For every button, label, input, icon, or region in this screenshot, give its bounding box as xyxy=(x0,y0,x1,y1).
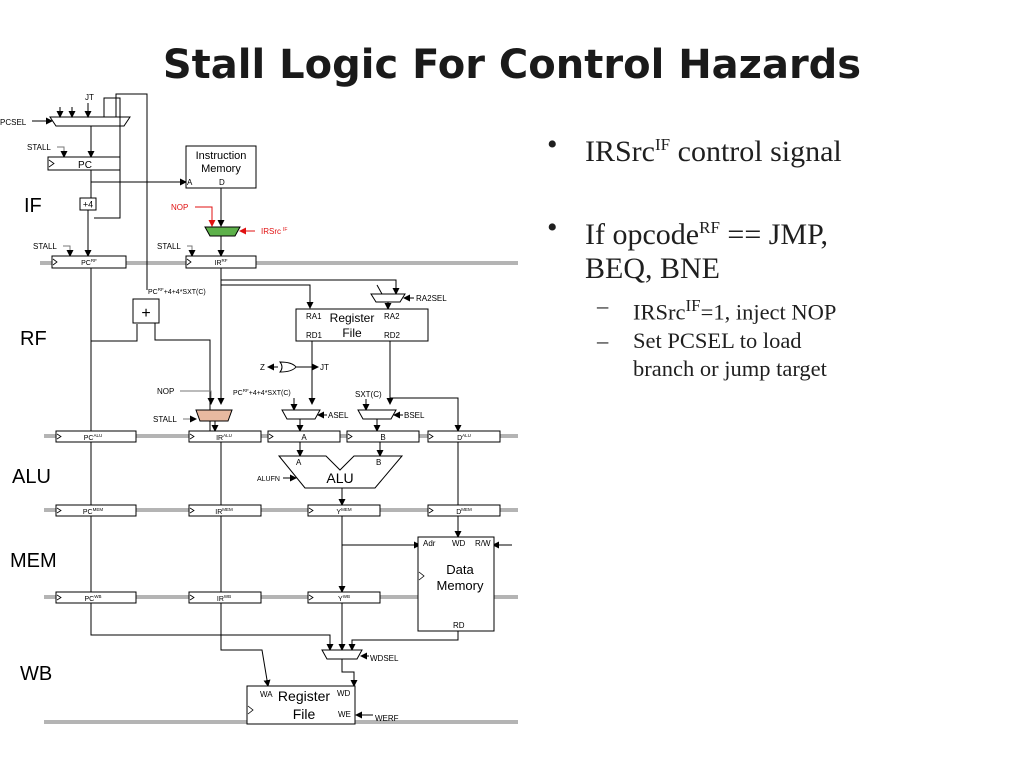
svg-text:File: File xyxy=(292,706,316,722)
svg-text:STALL: STALL xyxy=(33,242,57,251)
svg-text:ALU: ALU xyxy=(326,470,354,486)
svg-text:ALUFN: ALUFN xyxy=(257,476,280,483)
d-mem-register xyxy=(428,505,500,516)
svg-text:RA1: RA1 xyxy=(306,312,322,321)
svg-text:WDSEL: WDSEL xyxy=(370,654,399,663)
svg-text:Memory: Memory xyxy=(436,578,484,593)
wdsel-mux xyxy=(322,650,399,663)
svg-text:PCWB: $PC^{WB}$ xyxy=(84,594,102,603)
pipeline-bars xyxy=(40,261,518,724)
stage-label-if: IF xyxy=(24,195,42,217)
svg-text:RA2: RA2 xyxy=(384,312,400,321)
y-mem-register xyxy=(308,505,380,516)
branch-target-label-alu: $PC^{RF}+4+4*SXT(C)$ xyxy=(233,388,291,397)
svg-text:B: B xyxy=(376,458,382,467)
b-register xyxy=(347,431,419,442)
d-alu-register xyxy=(428,431,500,442)
svg-text:STALL: STALL xyxy=(157,242,181,251)
svg-text:A: A xyxy=(296,458,302,467)
svg-text:Data: Data xyxy=(446,562,474,577)
svg-text:Instruction: Instruction xyxy=(195,150,247,162)
svg-text:Memory: Memory xyxy=(201,163,241,175)
data-memory xyxy=(418,537,494,631)
svg-text:PCMEM: $PC^{MEM}$ xyxy=(82,507,104,516)
svg-text:PCALU: $PC^{ALU}$ xyxy=(83,433,103,442)
asel-mux xyxy=(282,410,349,420)
svg-text:A: A xyxy=(301,433,307,442)
svg-text:JT: JT xyxy=(85,93,94,102)
pc-mem-register xyxy=(56,505,136,516)
svg-text:WD: WD xyxy=(452,539,466,548)
svg-text:PCRF: $PC^{RF}$ xyxy=(81,258,97,267)
svg-text:IRMEM: $IR^{MEM}$ xyxy=(215,507,233,516)
bullet-dash: – xyxy=(597,293,609,318)
svg-text:JT: JT xyxy=(320,363,329,372)
svg-text:WERF: WERF xyxy=(375,714,399,723)
a-register xyxy=(268,431,340,442)
svg-text:Z: Z xyxy=(260,363,265,372)
branch-adder xyxy=(133,299,159,323)
bsel-mux xyxy=(358,410,425,420)
svg-text:PCSEL: PCSEL xyxy=(0,118,27,127)
svg-text:STALL: STALL xyxy=(27,143,51,152)
irsrc-if-label: IRSrc $^{IF}$ xyxy=(261,227,288,236)
svg-text:ASEL: ASEL xyxy=(328,411,349,420)
svg-text:WE: WE xyxy=(338,710,351,719)
stage-label-alu: ALU xyxy=(12,466,51,488)
svg-text:Register: Register xyxy=(277,688,331,704)
svg-text:DALU: $D^{ALU}$ xyxy=(457,433,471,442)
svg-text:Register: Register xyxy=(329,311,375,325)
svg-text:B: B xyxy=(380,433,386,442)
stage-label-mem: MEM xyxy=(10,550,57,572)
instruction-memory xyxy=(186,146,256,188)
slide-title: Stall Logic For Control Hazards xyxy=(162,42,862,88)
svg-text:+: + xyxy=(141,305,151,322)
svg-text:SXT(C): SXT(C) xyxy=(355,390,382,399)
svg-text:Adr: Adr xyxy=(423,539,436,548)
svg-text:RD2: RD2 xyxy=(384,331,401,340)
svg-text:IRRF: $IR^{RF}$ xyxy=(214,258,228,267)
plus4-adder xyxy=(80,198,96,210)
ir-mem-register xyxy=(189,505,261,516)
bullet-opcode: • If opcode$^{RF}$ == JMP, BEQ, BNE xyxy=(547,211,828,285)
bullet-dot: • xyxy=(547,128,558,161)
alu-unit xyxy=(279,456,402,488)
ir-rf-register xyxy=(186,256,256,268)
ir-mux-rf xyxy=(196,410,232,421)
subbullet-inject-nop: – IRSrc$^{IF}$=1, inject NOP xyxy=(597,293,837,325)
branch-target-label-rf: $PC^{RF}+4+4*SXT(C)$ xyxy=(148,287,206,296)
subbullet-set-pcsel: – Set PCSEL to load branch or jump target xyxy=(597,327,827,381)
svg-text:+4: +4 xyxy=(82,199,94,210)
pc-alu-register xyxy=(56,431,136,442)
pc-rf-register xyxy=(52,256,126,268)
svg-text:File: File xyxy=(342,326,362,340)
svg-text:YMEM: $Y^{MEM}$ xyxy=(336,507,352,516)
svg-text:RD: RD xyxy=(453,621,465,630)
stage-label-rf: RF xyxy=(20,328,47,350)
bullet-list xyxy=(547,128,1007,383)
svg-text:IRWB: $IR^{WB}$ xyxy=(216,594,232,603)
svg-text:STALL: STALL xyxy=(153,415,177,424)
ir-alu-register xyxy=(189,431,261,442)
bullet-irsrc: • IRSrc$^{IF}$ control signal xyxy=(547,128,842,168)
svg-text:D: D xyxy=(219,178,225,187)
svg-text:WD: WD xyxy=(337,689,351,698)
ra2sel-mux xyxy=(371,294,447,303)
pc-wb-register xyxy=(56,592,136,603)
svg-text:RD1: RD1 xyxy=(306,331,323,340)
bullet-dash: – xyxy=(597,327,609,353)
register-file-wb xyxy=(247,686,355,724)
nop-if-label: NOP xyxy=(171,203,189,212)
ir-mux-if xyxy=(205,227,240,236)
bullet-dot: • xyxy=(547,211,558,244)
svg-text:PC: PC xyxy=(78,160,92,171)
svg-text:WA: WA xyxy=(260,690,273,699)
pc-register xyxy=(27,143,120,171)
svg-text:IRALU: $IR^{ALU}$ xyxy=(216,433,232,442)
svg-text:YWB: $Y^{WB}$ xyxy=(338,594,350,603)
ir-wb-register xyxy=(189,592,261,603)
svg-text:NOP: NOP xyxy=(157,387,175,396)
zero-test xyxy=(260,362,329,372)
svg-text:BSEL: BSEL xyxy=(404,411,425,420)
svg-text:R/W: R/W xyxy=(475,539,491,548)
register-file-rf xyxy=(296,309,428,341)
svg-text:A: A xyxy=(187,178,193,187)
y-wb-register xyxy=(308,592,380,603)
svg-text:RA2SEL: RA2SEL xyxy=(416,294,447,303)
stage-label-wb: WB xyxy=(20,663,53,685)
svg-text:DMEM: $D^{MEM}$ xyxy=(456,507,472,516)
